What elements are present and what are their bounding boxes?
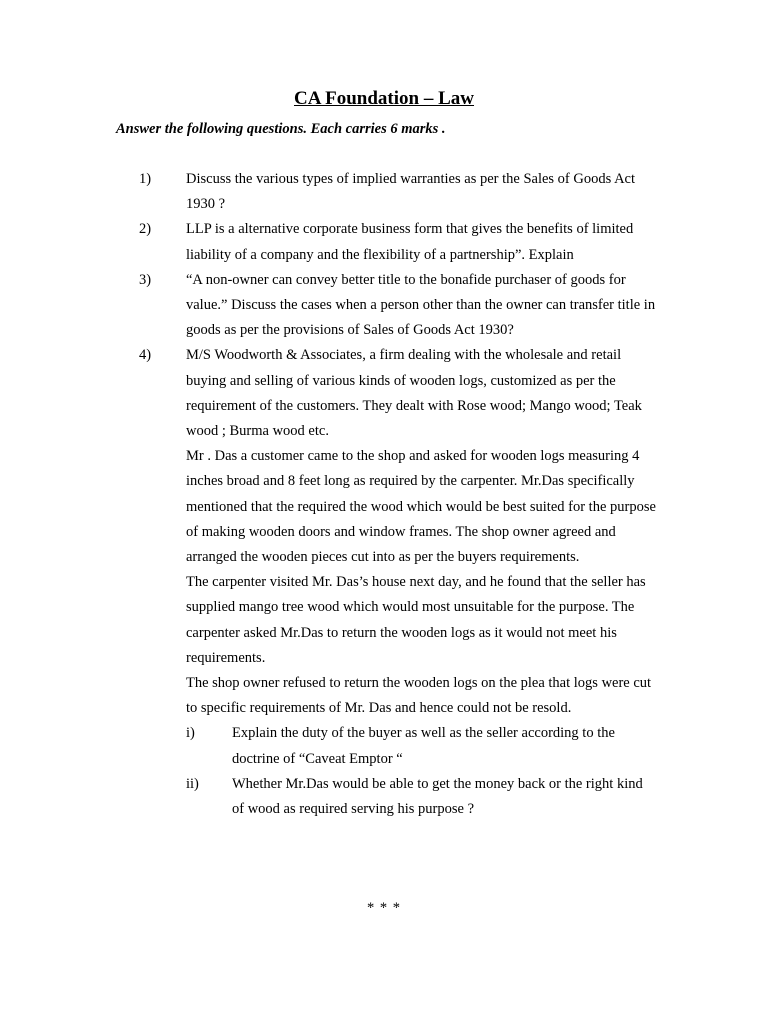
subquestion-number: ii) [186, 775, 199, 792]
question-text: “A non-owner can convey better title to the bonafide purchaser of goods for value.” Discuss the cases when a person other than the owner can transfer title in goods as per the provisions of Sales of Goods Act 1930? [186, 271, 656, 339]
instruction-text: Answer the following questions. Each carries 6 marks . [116, 121, 446, 137]
question-text: Discuss the various types of implied warranties as per the Sales of Goods Act 1930 ? [186, 171, 636, 213]
question-item [0, 167, 768, 217]
question-text: LLP is a alternative corporate business form that gives the benefits of limited liability of a company and the flexibility of a partnership”. Explain [186, 221, 634, 263]
subquestion-item [186, 721, 656, 771]
question-item [0, 268, 768, 344]
question-item [0, 217, 768, 267]
question-number: 3) [139, 271, 152, 288]
question-paragraph: Mr . Das a customer came to the shop and asked for wooden logs measuring 4 inches broad and 8 feet long as required by the carpenter. Mr.Das specifically mentioned that the required the wood which would be best suited for the purpose of making wooden doors and window frames. The shop owner agreed and arranged the wooden pieces cut into as per the buyers requirements. [186, 448, 656, 566]
question-item [0, 343, 768, 822]
end-mark: * * * [367, 900, 401, 916]
subquestion-text: Explain the duty of the buyer as well as the seller according to the doctrine of “Caveat Emptor “ [232, 725, 615, 767]
question-paragraph: The shop owner refused to return the wooden logs on the plea that logs were cut to specific requirements of Mr. Das and hence could not be resold. [186, 675, 652, 717]
question-number: 4) [139, 347, 152, 364]
question-paragraph: The carpenter visited Mr. Das’s house next day, and he found that the seller has supplied mango tree wood which would most unsuitable for the purpose. The carpenter asked Mr.Das to return the wooden logs as it would not meet his requirements. [186, 574, 646, 666]
question-number: 2) [139, 221, 152, 238]
page-title: CA Foundation – Law [293, 88, 475, 109]
subquestion-number: i) [186, 725, 195, 742]
subquestion-item [186, 772, 656, 822]
subquestion-text: Whether Mr.Das would be able to get the money back or the right kind of wood as required serving his purpose ? [232, 775, 643, 818]
question-paragraph: M/S Woodworth & Associates, a firm dealing with the wholesale and retail buying and selling of various kinds of wooden logs, customized as per the requirement of the customers. They dealt with Rose wood; Mango wood; Teak wood ; Burma wood etc. [186, 347, 642, 440]
question-number: 1) [139, 171, 152, 187]
question-list [0, 167, 768, 822]
